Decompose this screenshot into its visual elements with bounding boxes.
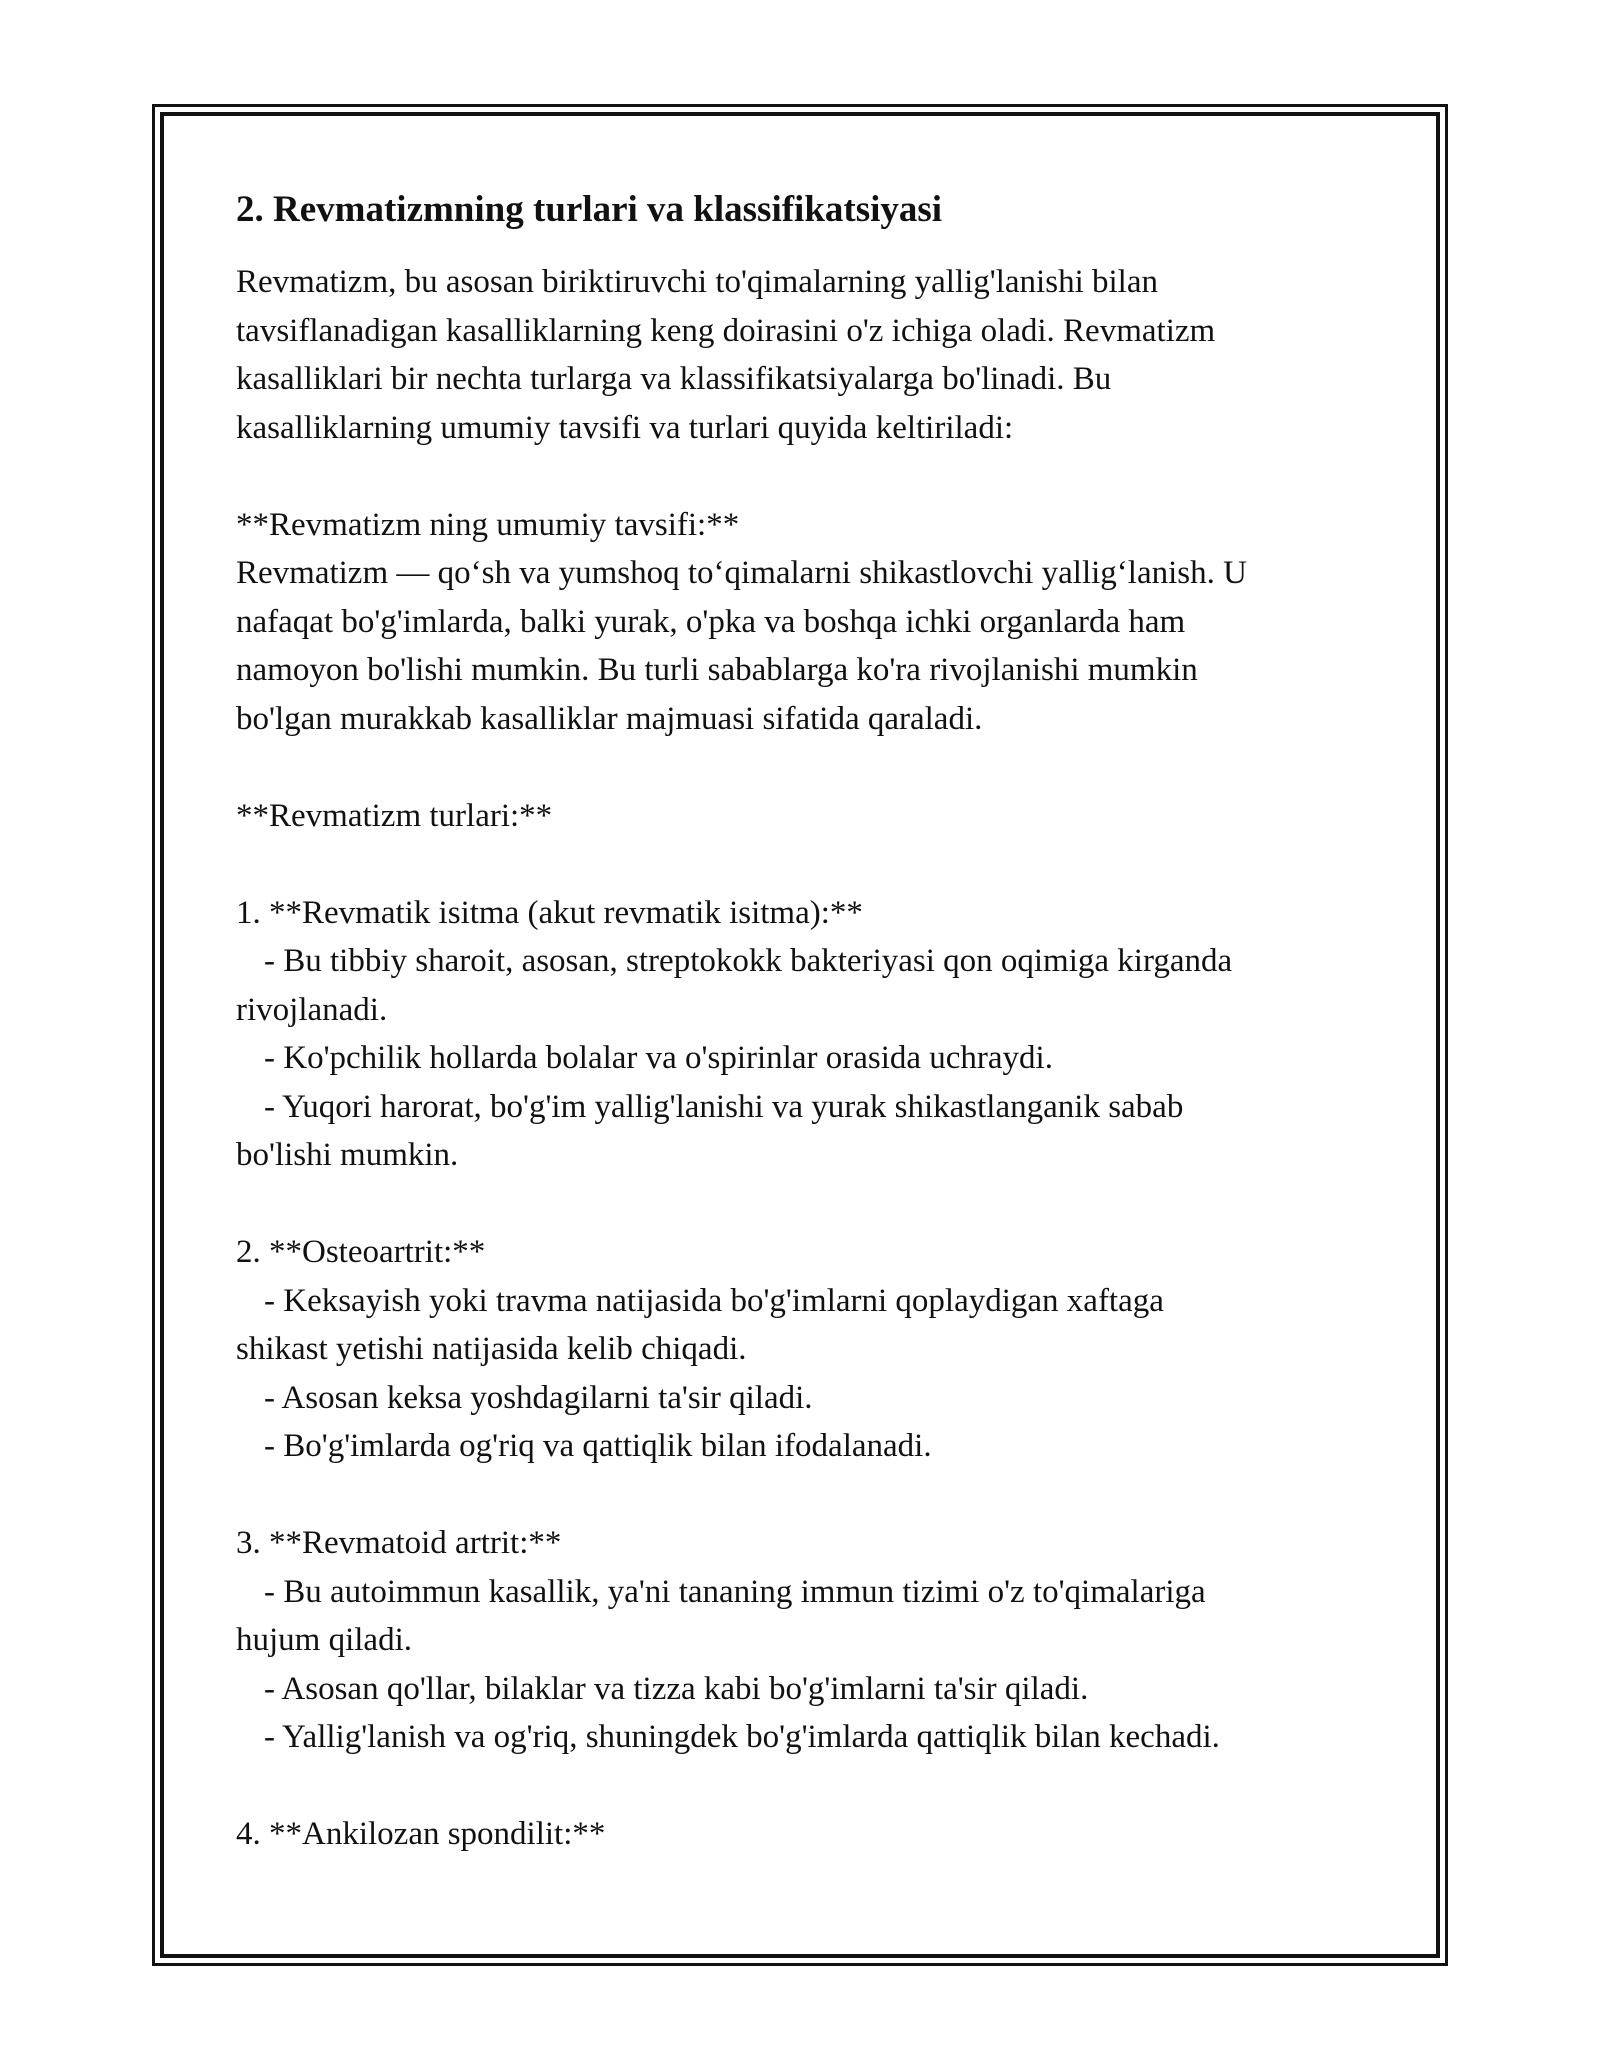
types-heading: **Revmatizm turlari:** xyxy=(236,797,553,834)
type-bullet: - Asosan qo'llar, bilaklar va tizza kabi bo'g'imlarni ta'sir qiladi. xyxy=(264,1670,1089,1707)
general-paragraph xyxy=(236,549,1366,743)
type-title: 3. **Revmatoid artrit:** xyxy=(236,1525,562,1561)
type-bullet: - Keksayish yoki travma natijasida bo'g'imlarni qoplaydigan xaftaga xyxy=(264,1282,1164,1319)
type-bullet-continuation: hujum qiladi. xyxy=(236,1622,412,1658)
spacer xyxy=(236,743,1366,792)
type-title: 4. **Ankilozan spondilit:** xyxy=(236,1816,606,1852)
spacer xyxy=(236,840,1366,889)
type-bullet: - Ko'pchilik hollarda bolalar va o'spirinlar orasida uchraydi. xyxy=(264,1040,1053,1076)
type-title: 1. **Revmatik isitma (akut revmatik isitma):** xyxy=(236,894,863,931)
document-body xyxy=(236,186,1366,1859)
spacer xyxy=(236,452,1366,501)
type-title: 2. **Osteoartrit:** xyxy=(236,1234,486,1270)
intro-line: kasalliklari bir nechta turlarga va klassifikatsiyalarga bo'linadi. Bu xyxy=(236,361,1112,397)
type-block-rheumatoid-arthritis xyxy=(236,1519,1366,1762)
general-line: nafaqat bo'g'imlarda, balki yurak, o'pka va boshqa ichki organlarda ham xyxy=(236,603,1186,640)
general-heading: **Revmatizm ning umumiy tavsifi:** xyxy=(236,506,740,543)
type-bullet-continuation: shikast yetishi natijasida kelib chiqadi. xyxy=(236,1331,747,1367)
intro-paragraph xyxy=(236,258,1366,452)
general-line: Revmatizm — qo‘sh va yumshoq to‘qimalarni shikastlovchi yallig‘lanish. U xyxy=(236,555,1247,591)
type-bullet: - Bu autoimmun kasallik, ya'ni tananing immun tizimi o'z to'qimalariga xyxy=(264,1573,1206,1610)
type-bullet: - Yallig'lanish va og'riq, shuningdek bo'g'imlarda qattiqlik bilan kechadi. xyxy=(264,1719,1220,1755)
intro-line: Revmatizm, bu asosan biriktiruvchi to'qimalarning yallig'lanishi bilan xyxy=(236,264,1158,300)
type-block-osteoarthritis xyxy=(236,1228,1366,1471)
type-bullet: - Bo'g'imlarda og'riq va qattiqlik bilan ifodalanadi. xyxy=(264,1428,932,1464)
type-bullet-continuation: bo'lishi mumkin. xyxy=(236,1137,459,1173)
section-heading: 2. Revmatizmning turlari va klassifikatsiyasi xyxy=(236,189,943,230)
type-block-ankylosing-spondylitis xyxy=(236,1810,1366,1859)
type-bullet-continuation: rivojlanadi. xyxy=(236,991,388,1028)
general-line: bo'lgan murakkab kasalliklar majmuasi sifatida qaraladi. xyxy=(236,700,983,737)
intro-line: tavsiflanadigan kasalliklarning keng doirasini o'z ichiga oladi. Revmatizm xyxy=(236,312,1216,349)
intro-line: kasalliklarning umumiy tavsifi va turlari quyida keltiriladi: xyxy=(236,409,1014,446)
spacer xyxy=(236,1180,1366,1229)
type-bullet: - Asosan keksa yoshdagilarni ta'sir qiladi. xyxy=(264,1379,813,1416)
spacer xyxy=(236,1762,1366,1811)
type-bullet: - Bu tibbiy sharoit, asosan, streptokokk bakteriyasi qon oqimiga kirganda xyxy=(264,943,1233,979)
general-line: namoyon bo'lishi mumkin. Bu turli sabablarga ko'ra rivojlanishi mumkin xyxy=(236,652,1198,688)
type-bullet: - Yuqori harorat, bo'g'im yallig'lanishi va yurak shikastlanganik sabab xyxy=(264,1088,1184,1125)
spacer xyxy=(236,1471,1366,1520)
type-block-rheumatic-fever xyxy=(236,889,1366,1180)
